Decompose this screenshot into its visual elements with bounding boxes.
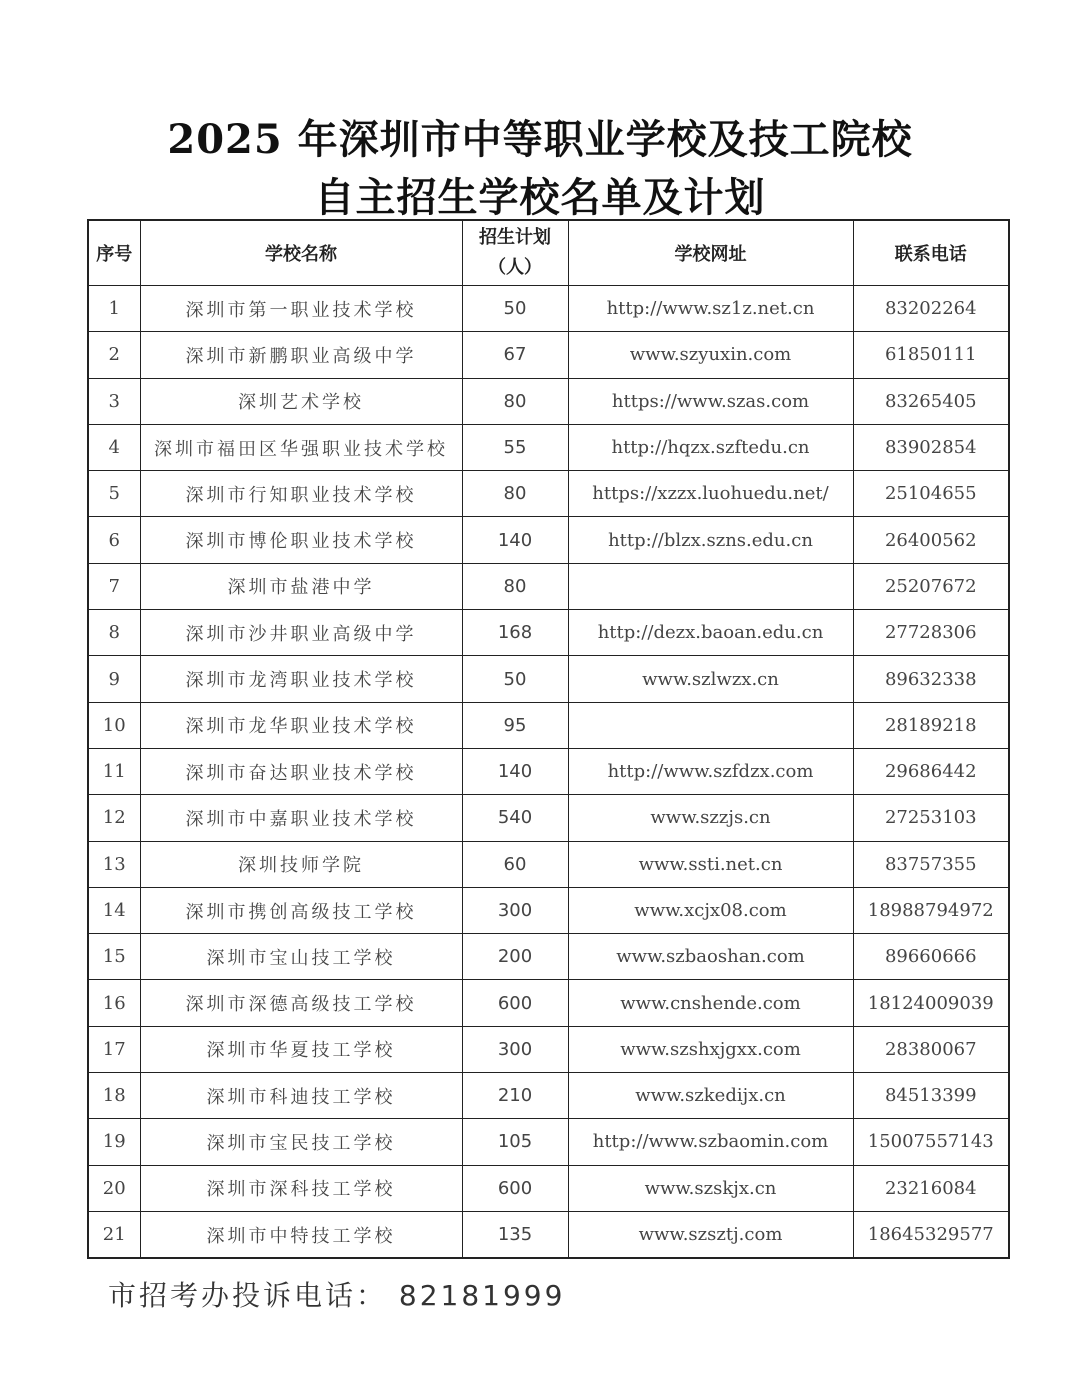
contact-phone: 28189218: [853, 702, 1009, 748]
row-number: 12: [88, 795, 140, 841]
school-name: 深圳市龙湾职业技术学校: [140, 656, 462, 702]
row-number: 11: [88, 748, 140, 794]
table-header-row: [88, 220, 1009, 286]
header-school-name: 学校名称: [140, 220, 462, 286]
contact-phone: 18988794972: [853, 887, 1009, 933]
enrollment-plan-table: [87, 219, 1010, 1259]
school-website: www.szyuxin.com: [568, 332, 853, 378]
school-name: 深圳市新鹏职业高级中学: [140, 332, 462, 378]
table-row: [88, 378, 1009, 424]
school-name: 深圳市博伦职业技术学校: [140, 517, 462, 563]
row-number: 7: [88, 563, 140, 609]
enrollment-plan: 50: [462, 286, 568, 332]
school-website: www.szskjx.cn: [568, 1165, 853, 1211]
row-number: 8: [88, 610, 140, 656]
table-row: [88, 980, 1009, 1026]
header-no: 序号: [88, 220, 140, 286]
table-row: [88, 795, 1009, 841]
school-name: 深圳市中嘉职业技术学校: [140, 795, 462, 841]
school-name: 深圳市携创高级技工学校: [140, 887, 462, 933]
enrollment-plan: 80: [462, 471, 568, 517]
row-number: 17: [88, 1026, 140, 1072]
table-row: [88, 1119, 1009, 1165]
row-number: 5: [88, 471, 140, 517]
contact-phone: 84513399: [853, 1073, 1009, 1119]
contact-phone: 26400562: [853, 517, 1009, 563]
header-plan-line2: （人）: [488, 257, 542, 278]
enrollment-plan: 95: [462, 702, 568, 748]
contact-phone: 83902854: [853, 424, 1009, 470]
contact-phone: 27728306: [853, 610, 1009, 656]
header-plan-line1: 招生计划: [479, 227, 551, 248]
school-website: www.xcjx08.com: [568, 887, 853, 933]
school-name: 深圳市福田区华强职业技术学校: [140, 424, 462, 470]
enrollment-plan: 135: [462, 1211, 568, 1258]
enrollment-plan: 140: [462, 748, 568, 794]
school-name: 深圳市华夏技工学校: [140, 1026, 462, 1072]
school-website: www.szkedijx.cn: [568, 1073, 853, 1119]
school-website: http://www.szfdzx.com: [568, 748, 853, 794]
table-row: [88, 702, 1009, 748]
table-row: [88, 656, 1009, 702]
enrollment-plan: 300: [462, 887, 568, 933]
table-row: [88, 517, 1009, 563]
row-number: 6: [88, 517, 140, 563]
school-name: 深圳市第一职业技术学校: [140, 286, 462, 332]
document-title-line2: 自主招生学校名单及计划: [314, 174, 766, 221]
table-row: [88, 286, 1009, 332]
row-number: 14: [88, 887, 140, 933]
school-name: 深圳艺术学校: [140, 378, 462, 424]
school-website: www.szzjs.cn: [568, 795, 853, 841]
enrollment-plan: 540: [462, 795, 568, 841]
school-website: http://dezx.baoan.edu.cn: [568, 610, 853, 656]
contact-phone: 25207672: [853, 563, 1009, 609]
table-row: [88, 1165, 1009, 1211]
school-website: https://www.szas.com: [568, 378, 853, 424]
contact-phone: 29686442: [853, 748, 1009, 794]
header-url: 学校网址: [568, 220, 853, 286]
row-number: 4: [88, 424, 140, 470]
school-name: 深圳市深科技工学校: [140, 1165, 462, 1211]
contact-phone: 25104655: [853, 471, 1009, 517]
table-row: [88, 841, 1009, 887]
table-row: [88, 1211, 1009, 1258]
school-name: 深圳市中特技工学校: [140, 1211, 462, 1258]
row-number: 1: [88, 286, 140, 332]
school-website: www.szbaoshan.com: [568, 934, 853, 980]
table-row: [88, 563, 1009, 609]
enrollment-plan: 60: [462, 841, 568, 887]
school-website: http://www.sz1z.net.cn: [568, 286, 853, 332]
table-row: [88, 424, 1009, 470]
school-website: www.szsztj.com: [568, 1211, 853, 1258]
row-number: 21: [88, 1211, 140, 1258]
school-name: 深圳市宝民技工学校: [140, 1119, 462, 1165]
enrollment-plan: 80: [462, 563, 568, 609]
enrollment-plan: 600: [462, 1165, 568, 1211]
contact-phone: 18645329577: [853, 1211, 1009, 1258]
contact-phone: 83757355: [853, 841, 1009, 887]
school-name: 深圳市沙井职业高级中学: [140, 610, 462, 656]
school-website: www.ssti.net.cn: [568, 841, 853, 887]
enrollment-plan: 300: [462, 1026, 568, 1072]
school-name: 深圳市盐港中学: [140, 563, 462, 609]
school-name: 深圳市宝山技工学校: [140, 934, 462, 980]
contact-phone: 89660666: [853, 934, 1009, 980]
school-website: http://blzx.szns.edu.cn: [568, 517, 853, 563]
row-number: 19: [88, 1119, 140, 1165]
school-website: www.szshxjgxx.com: [568, 1026, 853, 1072]
table-row: [88, 1073, 1009, 1119]
school-name: 深圳市科迪技工学校: [140, 1073, 462, 1119]
row-number: 20: [88, 1165, 140, 1211]
table-row: [88, 471, 1009, 517]
school-website: www.cnshende.com: [568, 980, 853, 1026]
table-row: [88, 610, 1009, 656]
enrollment-plan: 105: [462, 1119, 568, 1165]
complaint-phone: 市招考办投诉电话： 82181999: [108, 1279, 566, 1312]
enrollment-plan: 210: [462, 1073, 568, 1119]
school-name: 深圳市行知职业技术学校: [140, 471, 462, 517]
document-title-line1: 2025 年深圳市中等职业学校及技工院校: [167, 116, 913, 163]
school-name: 深圳技师学院: [140, 841, 462, 887]
contact-phone: 15007557143: [853, 1119, 1009, 1165]
contact-phone: 83202264: [853, 286, 1009, 332]
table-row: [88, 332, 1009, 378]
enrollment-plan: 168: [462, 610, 568, 656]
enrollment-plan: 200: [462, 934, 568, 980]
table-row: [88, 748, 1009, 794]
school-website: http://www.szbaomin.com: [568, 1119, 853, 1165]
row-number: 10: [88, 702, 140, 748]
contact-phone: 61850111: [853, 332, 1009, 378]
school-name: 深圳市龙华职业技术学校: [140, 702, 462, 748]
table-row: [88, 887, 1009, 933]
row-number: 13: [88, 841, 140, 887]
table-row: [88, 1026, 1009, 1072]
school-website: [568, 563, 853, 609]
school-name: 深圳市奋达职业技术学校: [140, 748, 462, 794]
contact-phone: 28380067: [853, 1026, 1009, 1072]
row-number: 16: [88, 980, 140, 1026]
row-number: 2: [88, 332, 140, 378]
school-website: [568, 702, 853, 748]
school-website: www.szlwzx.cn: [568, 656, 853, 702]
enrollment-plan: 600: [462, 980, 568, 1026]
school-website: http://hqzx.szftedu.cn: [568, 424, 853, 470]
header-plan: [462, 220, 568, 286]
school-website: https://xzzx.luohuedu.net/: [568, 471, 853, 517]
table-row: [88, 934, 1009, 980]
contact-phone: 89632338: [853, 656, 1009, 702]
row-number: 18: [88, 1073, 140, 1119]
header-tel: 联系电话: [853, 220, 1009, 286]
contact-phone: 83265405: [853, 378, 1009, 424]
enrollment-plan: 140: [462, 517, 568, 563]
contact-phone: 27253103: [853, 795, 1009, 841]
row-number: 9: [88, 656, 140, 702]
enrollment-plan: 55: [462, 424, 568, 470]
enrollment-plan: 50: [462, 656, 568, 702]
contact-phone: 18124009039: [853, 980, 1009, 1026]
row-number: 3: [88, 378, 140, 424]
enrollment-plan: 67: [462, 332, 568, 378]
row-number: 15: [88, 934, 140, 980]
school-name: 深圳市深德高级技工学校: [140, 980, 462, 1026]
contact-phone: 23216084: [853, 1165, 1009, 1211]
enrollment-plan: 80: [462, 378, 568, 424]
